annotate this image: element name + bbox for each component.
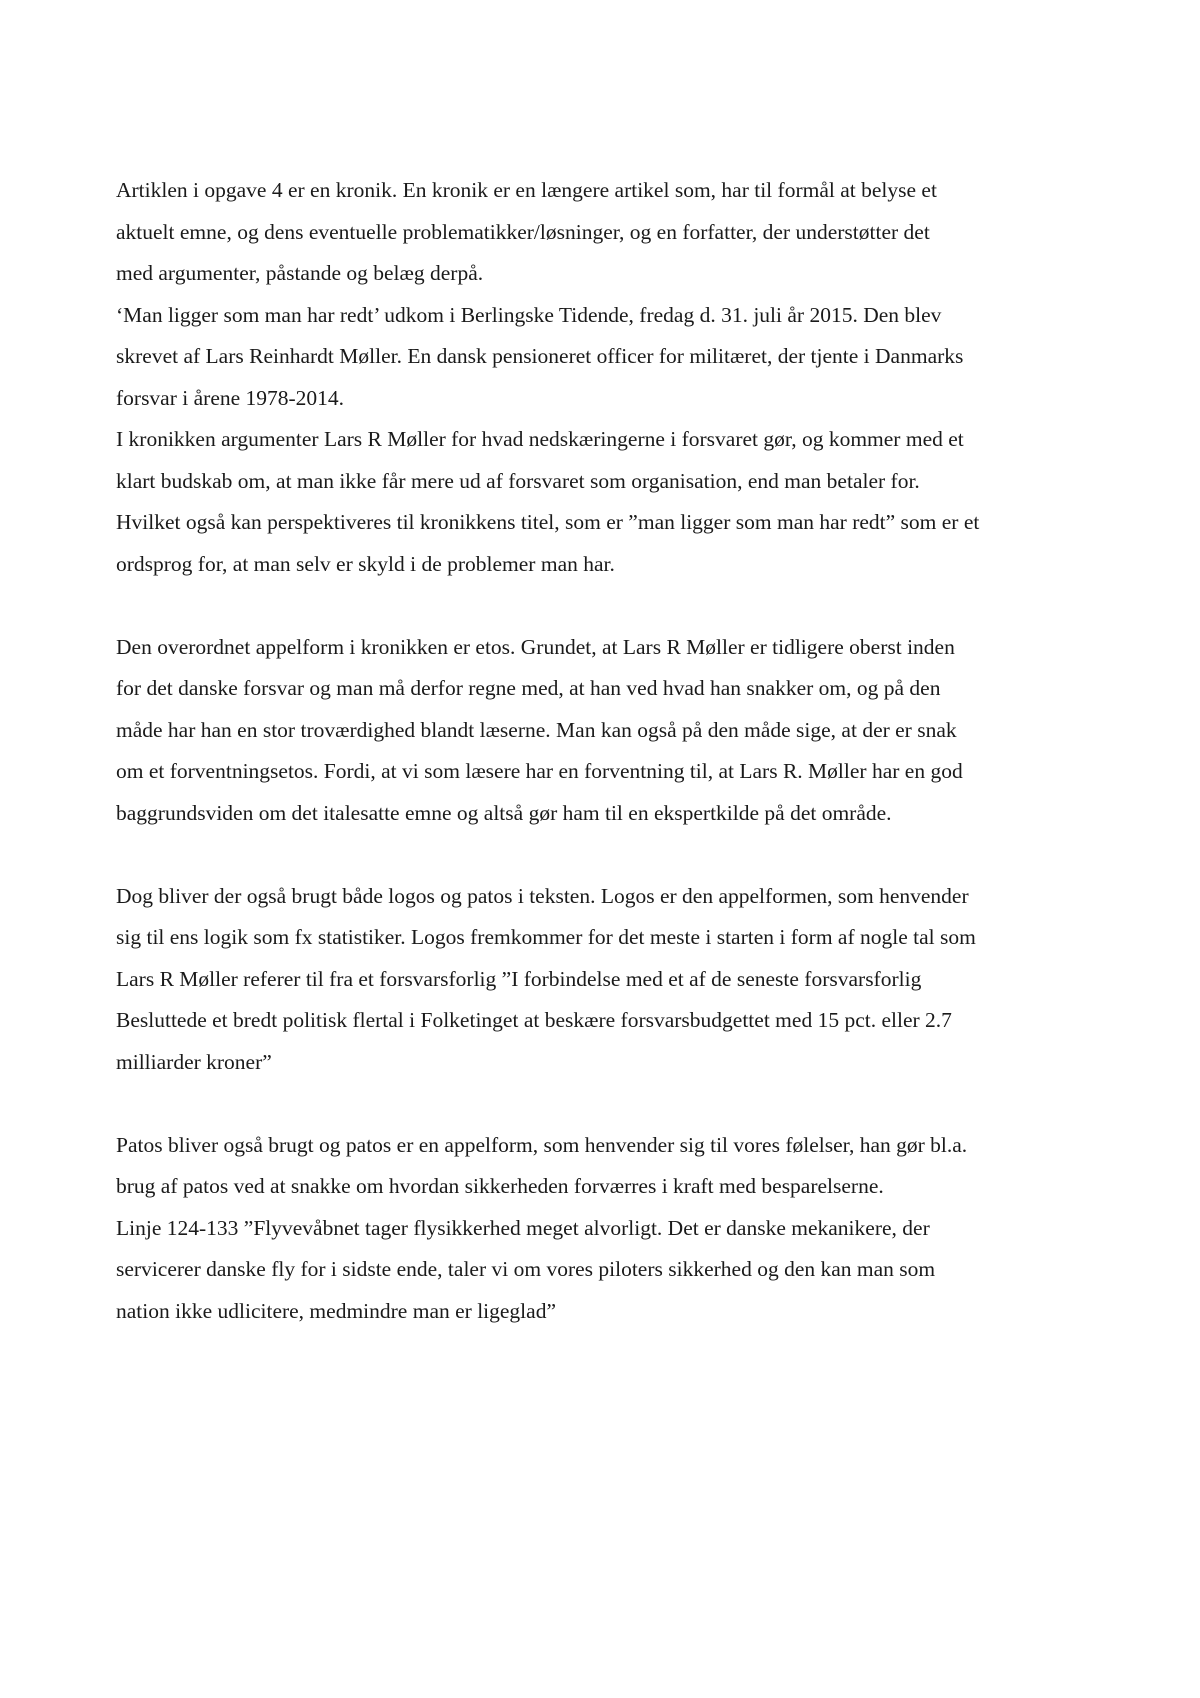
text-line: Artiklen i opgave 4 er en kronik. En kronik er en længere artikel som, har til formål at belyse et (116, 178, 937, 202)
text-line: nation ikke udlicitere, medmindre man er ligeglad” (116, 1298, 556, 1323)
paragraph-gap (116, 585, 1096, 627)
text-line: Hvilket også kan perspektiveres til kronikkens titel, som er ”man ligger som man har redt” som er et (116, 510, 980, 534)
paragraph-logos (116, 876, 1096, 1084)
paragraph-quote (116, 1208, 1096, 1333)
text-line: klart budskab om, at man ikke får mere ud af forsvaret som organisation, end man betaler for. (116, 468, 920, 493)
text-line: Den overordnet appelform i kronikken er etos. Grundet, at Lars R Møller er tidligere oberst inden (116, 634, 955, 659)
text-line: måde har han en stor troværdighed blandt læserne. Man kan også på den måde sige, at der er snak (116, 717, 957, 742)
text-line: skrevet af Lars Reinhardt Møller. En dansk pensioneret officer for militæret, der tjente i Danmarks (116, 344, 964, 368)
text-line: Dog bliver der også brugt både logos og patos i teksten. Logos er den appelformen, som henvender (116, 883, 969, 908)
text-line: baggrundsviden om det italesatte emne og altså gør ham til en ekspertkilde på det område. (116, 800, 892, 825)
text-line: forsvar i årene 1978-2014. (116, 385, 345, 410)
text-line: ‘Man ligger som man har redt’ udkom i Berlingske Tidende, fredag d. 31. juli år 2015. Den blev (116, 302, 942, 327)
paragraph-etos (116, 627, 1096, 835)
text-line: milliarder kroner” (116, 1049, 272, 1074)
paragraph-gap (116, 834, 1096, 876)
text-line: med argumenter, påstande og belæg derpå. (116, 261, 484, 285)
paragraph-publication (116, 295, 1096, 420)
text-line: I kronikken argumenter Lars R Møller for hvad nedskæringerne i forsvaret gør, og kommer med et (116, 427, 964, 451)
text-line: om et forventningsetos. Fordi, at vi som læsere har en forventning til, at Lars R. Møller har en god (116, 759, 963, 783)
paragraph-intro (116, 170, 1096, 295)
text-line: brug af patos ved at snakke om hvordan sikkerheden forværres i kraft med besparelserne. (116, 1174, 884, 1198)
text-line: aktuelt emne, og dens eventuelle problematikker/løsninger, og en forfatter, der understøtter det (116, 219, 930, 244)
text-line: Besluttede et bredt politisk flertal i Folketinget at beskære forsvarsbudgettet med 15 pct. eller 2.7 (116, 1008, 952, 1032)
paragraph-argument (116, 419, 1096, 585)
paragraph-patos (116, 1125, 1096, 1208)
paragraph-gap (116, 1083, 1096, 1125)
text-line: Lars R Møller referer til fra et forsvarsforlig ”I forbindelse med et af de seneste forsvarsforlig (116, 966, 922, 991)
text-line: for det danske forsvar og man må derfor regne med, at han ved hvad han snakker om, og på den (116, 676, 941, 700)
text-line: sig til ens logik som fx statistiker. Logos fremkommer for det meste i starten i form af nogle tal som (116, 925, 976, 949)
text-line: ordsprog for, at man selv er skyld i de problemer man har. (116, 551, 615, 576)
document-body (116, 170, 1096, 1332)
text-line: Patos bliver også brugt og patos er en appelform, som henvender sig til vores følelser, han gør bl.a. (116, 1132, 968, 1157)
text-line: Linje 124-133 ”Flyvevåbnet tager flysikkerhed meget alvorligt. Det er danske mekanikere, der (116, 1215, 930, 1240)
text-line: servicerer danske fly for i sidste ende, taler vi om vores piloters sikkerhed og den kan man som (116, 1257, 936, 1281)
